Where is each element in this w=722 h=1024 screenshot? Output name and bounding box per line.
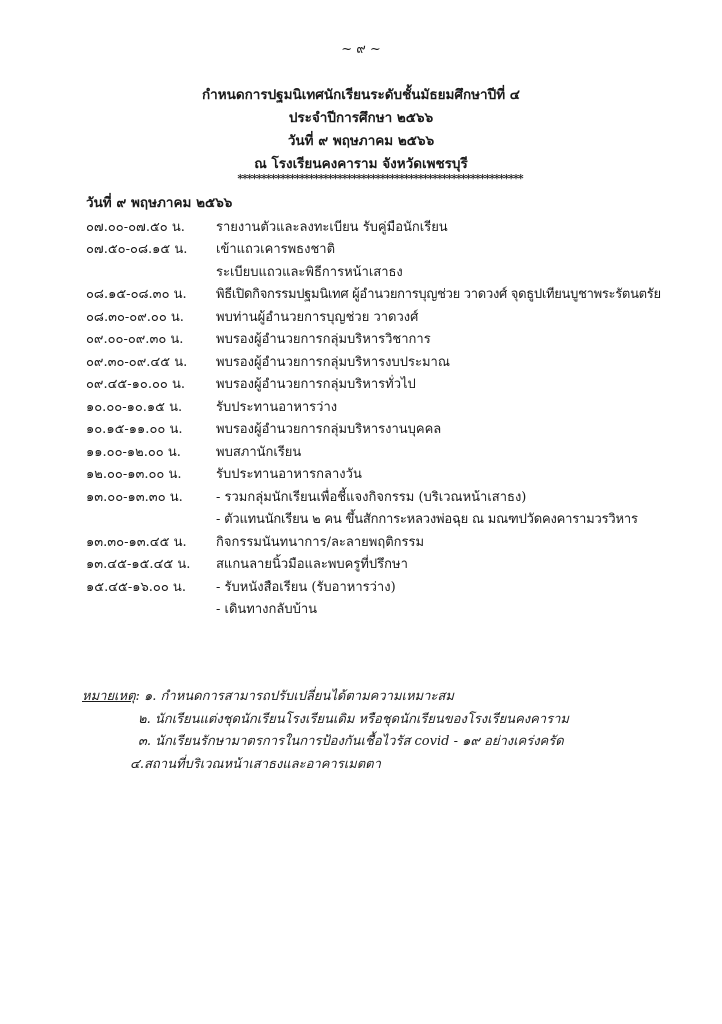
schedule-table xyxy=(86,215,686,620)
note-line: ๔.สถานที่บริเวณหน้าเสาธงและอาคารเมตตา xyxy=(130,756,381,772)
schedule-time: ๑๐.๐๐-๑๐.๑๕ น. xyxy=(86,399,183,415)
schedule-row xyxy=(86,305,686,328)
schedule-time: ๑๓.๐๐-๑๓.๓๐ น. xyxy=(86,489,183,505)
schedule-activity: พบรองผู้อำนวยการกลุ่มบริหารงบประมาณ xyxy=(216,354,450,370)
schedule-activity: สแกนลายนิ้วมือและพบครูที่ปรึกษา xyxy=(216,557,408,573)
document-title xyxy=(0,84,722,176)
asterisk-divider: ************************************************************ xyxy=(237,172,523,185)
schedule-activity: กิจกรรมนันทนาการ/ละลายพฤติกรรม xyxy=(216,534,425,550)
schedule-row xyxy=(86,260,686,283)
schedule-time: ๐๙.๓๐-๐๙.๔๕ น. xyxy=(86,354,188,370)
schedule-time: ๐๗.๕๐-๐๘.๑๕ น. xyxy=(86,242,188,258)
note-line: ๒. นักเรียนแต่งชุดนักเรียนโรงเรียนเดิม หรือชุดนักเรียนของโรงเรียนคงคาราม xyxy=(138,711,569,727)
schedule-row xyxy=(86,373,686,396)
title-line: กำหนดการปฐมนิเทศนักเรียนระดับชั้นมัธยมศึกษาปีที่ ๔ xyxy=(201,87,521,103)
schedule-activity: - ตัวแทนนักเรียน ๒ คน ขึ้นสักการะหลวงพ่อฉุย ณ มณฑปวัดคงคารามวรวิหาร xyxy=(216,512,638,528)
schedule-activity: รับประทานอาหารว่าง xyxy=(216,399,338,415)
schedule-row xyxy=(86,418,686,441)
schedule-time: ๑๓.๓๐-๑๓.๔๕ น. xyxy=(86,534,187,550)
schedule-time: ๐๗.๐๐-๐๗.๕๐ น. xyxy=(86,219,185,235)
schedule-activity: - เดินทางกลับบ้าน xyxy=(216,602,318,618)
date-heading: วันที่ ๙ พฤษภาคม ๒๕๖๖ xyxy=(86,195,233,211)
schedule-time: ๑๒.๐๐-๑๓.๐๐ น. xyxy=(86,467,182,483)
schedule-activity: พบสภานักเรียน xyxy=(216,444,302,460)
schedule-activity: รายงานตัวและลงทะเบียน รับคู่มือนักเรียน xyxy=(216,219,448,235)
schedule-activity: พบรองผู้อำนวยการกลุ่มบริหารทั่วไป xyxy=(216,377,416,393)
schedule-time: ๐๘.๓๐-๐๙.๐๐ น. xyxy=(86,309,184,325)
note-line xyxy=(82,686,569,709)
schedule-time: ๐๙.๔๕-๑๐.๐๐ น. xyxy=(86,377,185,393)
schedule-activity: พิธีเปิดกิจกรรมปฐมนิเทศ ผู้อำนวยการบุญช่วย วาดวงศ์ จุดธูปเทียนบูชาพระรัตนตรัย xyxy=(216,287,661,303)
title-line: วันที่ ๙ พฤษภาคม ๒๕๖๖ xyxy=(287,133,435,149)
schedule-time: ๐๘.๑๕-๐๘.๓๐ น. xyxy=(86,287,187,303)
schedule-row xyxy=(86,283,686,306)
schedule-row xyxy=(86,395,686,418)
schedule-activity: รับประทานอาหารกลางวัน xyxy=(216,467,362,483)
schedule-time: ๑๓.๔๕-๑๕.๔๕ น. xyxy=(86,557,191,573)
schedule-row xyxy=(86,508,686,531)
schedule-activity: พบท่านผู้อำนวยการบุญช่วย วาดวงศ์ xyxy=(216,309,419,325)
schedule-row xyxy=(86,553,686,576)
schedule-row xyxy=(86,440,686,463)
schedule-time: ๑๕.๔๕-๑๖.๐๐ น. xyxy=(86,579,186,595)
note-text: : ๑. กำหนดการสามารถปรับเปลี่ยนได้ตามความเหมาะสม xyxy=(135,689,454,704)
schedule-time: ๐๙.๐๐-๐๙.๓๐ น. xyxy=(86,332,184,348)
schedule-row xyxy=(86,485,686,508)
schedule-activity: ระเบียบแถวและพิธีการหน้าเสาธง xyxy=(216,264,403,280)
notes-section xyxy=(82,686,569,776)
schedule-activity: - รับหนังสือเรียน (รับอาหารว่าง) xyxy=(216,579,396,595)
schedule-activity: เข้าแถวเคารพธงชาติ xyxy=(216,242,336,258)
schedule-activity: พบรองผู้อำนวยการกลุ่มบริหารงานบุคคล xyxy=(216,422,442,438)
schedule-row xyxy=(86,215,686,238)
schedule-row xyxy=(86,530,686,553)
schedule-row xyxy=(86,598,686,621)
schedule-activity: พบรองผู้อำนวยการกลุ่มบริหารวิชาการ xyxy=(216,332,431,348)
title-line: ณ โรงเรียนคงคาราม จังหวัดเพชรบุรี xyxy=(254,156,468,172)
schedule-activity: - รวมกลุ่มนักเรียนเพื่อชี้แจงกิจกรรม (บริเวณหน้าเสาธง) xyxy=(216,489,527,505)
notes-label: หมายเหตุ xyxy=(82,689,136,704)
schedule-row xyxy=(86,350,686,373)
schedule-row xyxy=(86,575,686,598)
schedule-time: ๑๑.๐๐-๑๒.๐๐ น. xyxy=(86,444,181,460)
schedule-row xyxy=(86,328,686,351)
schedule-row xyxy=(86,238,686,261)
title-line: ประจำปีการศึกษา ๒๕๖๖ xyxy=(288,110,434,126)
page-number: ~ ๙ ~ xyxy=(341,42,381,57)
schedule-time: ๑๐.๑๕-๑๑.๐๐ น. xyxy=(86,422,183,438)
schedule-row xyxy=(86,463,686,486)
note-line: ๓. นักเรียนรักษามาตรการในการป้องกันเชื้อไวรัส covid - ๑๙ อย่างเคร่งครัด xyxy=(138,734,564,749)
